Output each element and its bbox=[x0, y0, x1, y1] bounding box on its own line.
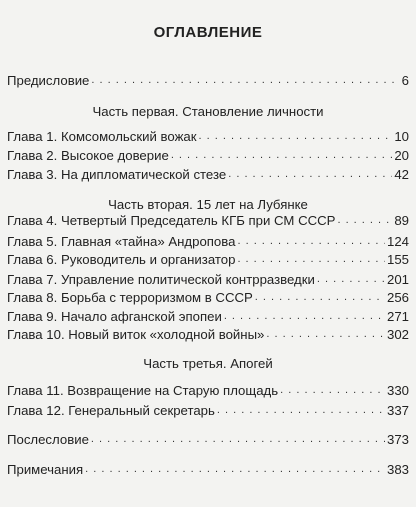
toc-entry-chapter bbox=[7, 382, 409, 400]
toc-entry-label: Глава 8. Борьба с терроризмом в СССР bbox=[7, 290, 253, 305]
toc-entry-chapter bbox=[7, 251, 409, 269]
toc-entry-chapter bbox=[7, 147, 409, 165]
toc-entry-label: Глава 3. На дипломатической стезе bbox=[7, 167, 227, 182]
page-title: ОГЛАВЛЕНИЕ bbox=[153, 24, 263, 41]
leader-dots bbox=[237, 252, 385, 266]
toc-entry-page: 42 bbox=[394, 167, 409, 182]
toc-entry-label: Глава 6. Руководитель и организатор bbox=[7, 252, 236, 267]
toc-entry-page: 10 bbox=[394, 129, 409, 144]
leader-dots bbox=[228, 167, 392, 181]
toc-entry-page: 89 bbox=[394, 213, 409, 228]
toc-entry-preface bbox=[7, 72, 409, 90]
toc-entry-chapter bbox=[7, 271, 409, 289]
toc-entry-page: 6 bbox=[401, 73, 409, 88]
toc-entry-label: Примечания bbox=[7, 462, 84, 477]
toc-entry-label: Глава 1. Комсомольский вожак bbox=[7, 129, 197, 144]
toc-entry-page: 383 bbox=[386, 462, 409, 477]
toc-entry-notes bbox=[7, 461, 409, 479]
toc-entry-label: Глава 5. Главная «тайна» Андропова bbox=[7, 234, 236, 249]
toc-entry-label: Глава 4. Четвертый Председатель КГБ при СМ СССР bbox=[7, 213, 336, 228]
toc-entry-page: 201 bbox=[386, 272, 409, 287]
leader-dots bbox=[237, 234, 385, 248]
toc-entry-label: Глава 11. Возвращение на Старую площадь bbox=[7, 383, 279, 398]
toc-entry-page: 124 bbox=[386, 234, 409, 249]
toc-entry-chapter bbox=[7, 233, 409, 251]
toc-entry-label: Глава 7. Управление политической контрразведки bbox=[7, 272, 315, 287]
leader-dots bbox=[85, 462, 385, 476]
leader-dots bbox=[255, 290, 385, 304]
toc-entry-chapter bbox=[7, 128, 409, 146]
toc-part-heading: Часть вторая. 15 лет на Лубянке bbox=[108, 197, 308, 212]
toc-entry-label: Глава 12. Генеральный секретарь bbox=[7, 403, 215, 418]
leader-dots bbox=[91, 432, 385, 446]
toc-entry-label: Глава 10. Новый виток «холодной войны» bbox=[7, 327, 265, 342]
toc-entry-label: Предисловие bbox=[7, 73, 90, 88]
leader-dots bbox=[91, 73, 399, 87]
toc-entry-label: Глава 2. Высокое доверие bbox=[7, 148, 169, 163]
toc-part-heading: Часть третья. Апогей bbox=[143, 356, 273, 371]
toc-entry-page: 373 bbox=[386, 432, 409, 447]
toc-entry-chapter bbox=[7, 289, 409, 307]
toc-entry-page: 330 bbox=[386, 383, 409, 398]
leader-dots bbox=[199, 129, 393, 143]
leader-dots bbox=[317, 272, 385, 286]
leader-dots bbox=[337, 213, 392, 227]
toc-entry-page: 302 bbox=[386, 327, 409, 342]
toc-entry-page: 256 bbox=[386, 290, 409, 305]
toc-entry-afterword bbox=[7, 431, 409, 449]
toc-entry-page: 20 bbox=[394, 148, 409, 163]
leader-dots bbox=[266, 327, 385, 341]
leader-dots bbox=[280, 383, 385, 397]
toc-entry-page: 337 bbox=[386, 403, 409, 418]
toc-entry-chapter bbox=[7, 308, 409, 326]
toc-entry-chapter bbox=[7, 166, 409, 184]
leader-dots bbox=[171, 148, 393, 162]
toc-entry-label: Глава 9. Начало афганской эпопеи bbox=[7, 309, 222, 324]
toc-entry-chapter bbox=[7, 326, 409, 344]
leader-dots bbox=[224, 309, 385, 323]
toc-entry-page: 155 bbox=[386, 252, 409, 267]
leader-dots bbox=[217, 403, 385, 417]
toc-entry-label: Послесловие bbox=[7, 432, 89, 447]
toc-entry-chapter bbox=[7, 402, 409, 420]
toc-entry-chapter bbox=[7, 212, 409, 230]
toc-part-heading: Часть первая. Становление личности bbox=[92, 104, 324, 119]
toc-entry-page: 271 bbox=[386, 309, 409, 324]
